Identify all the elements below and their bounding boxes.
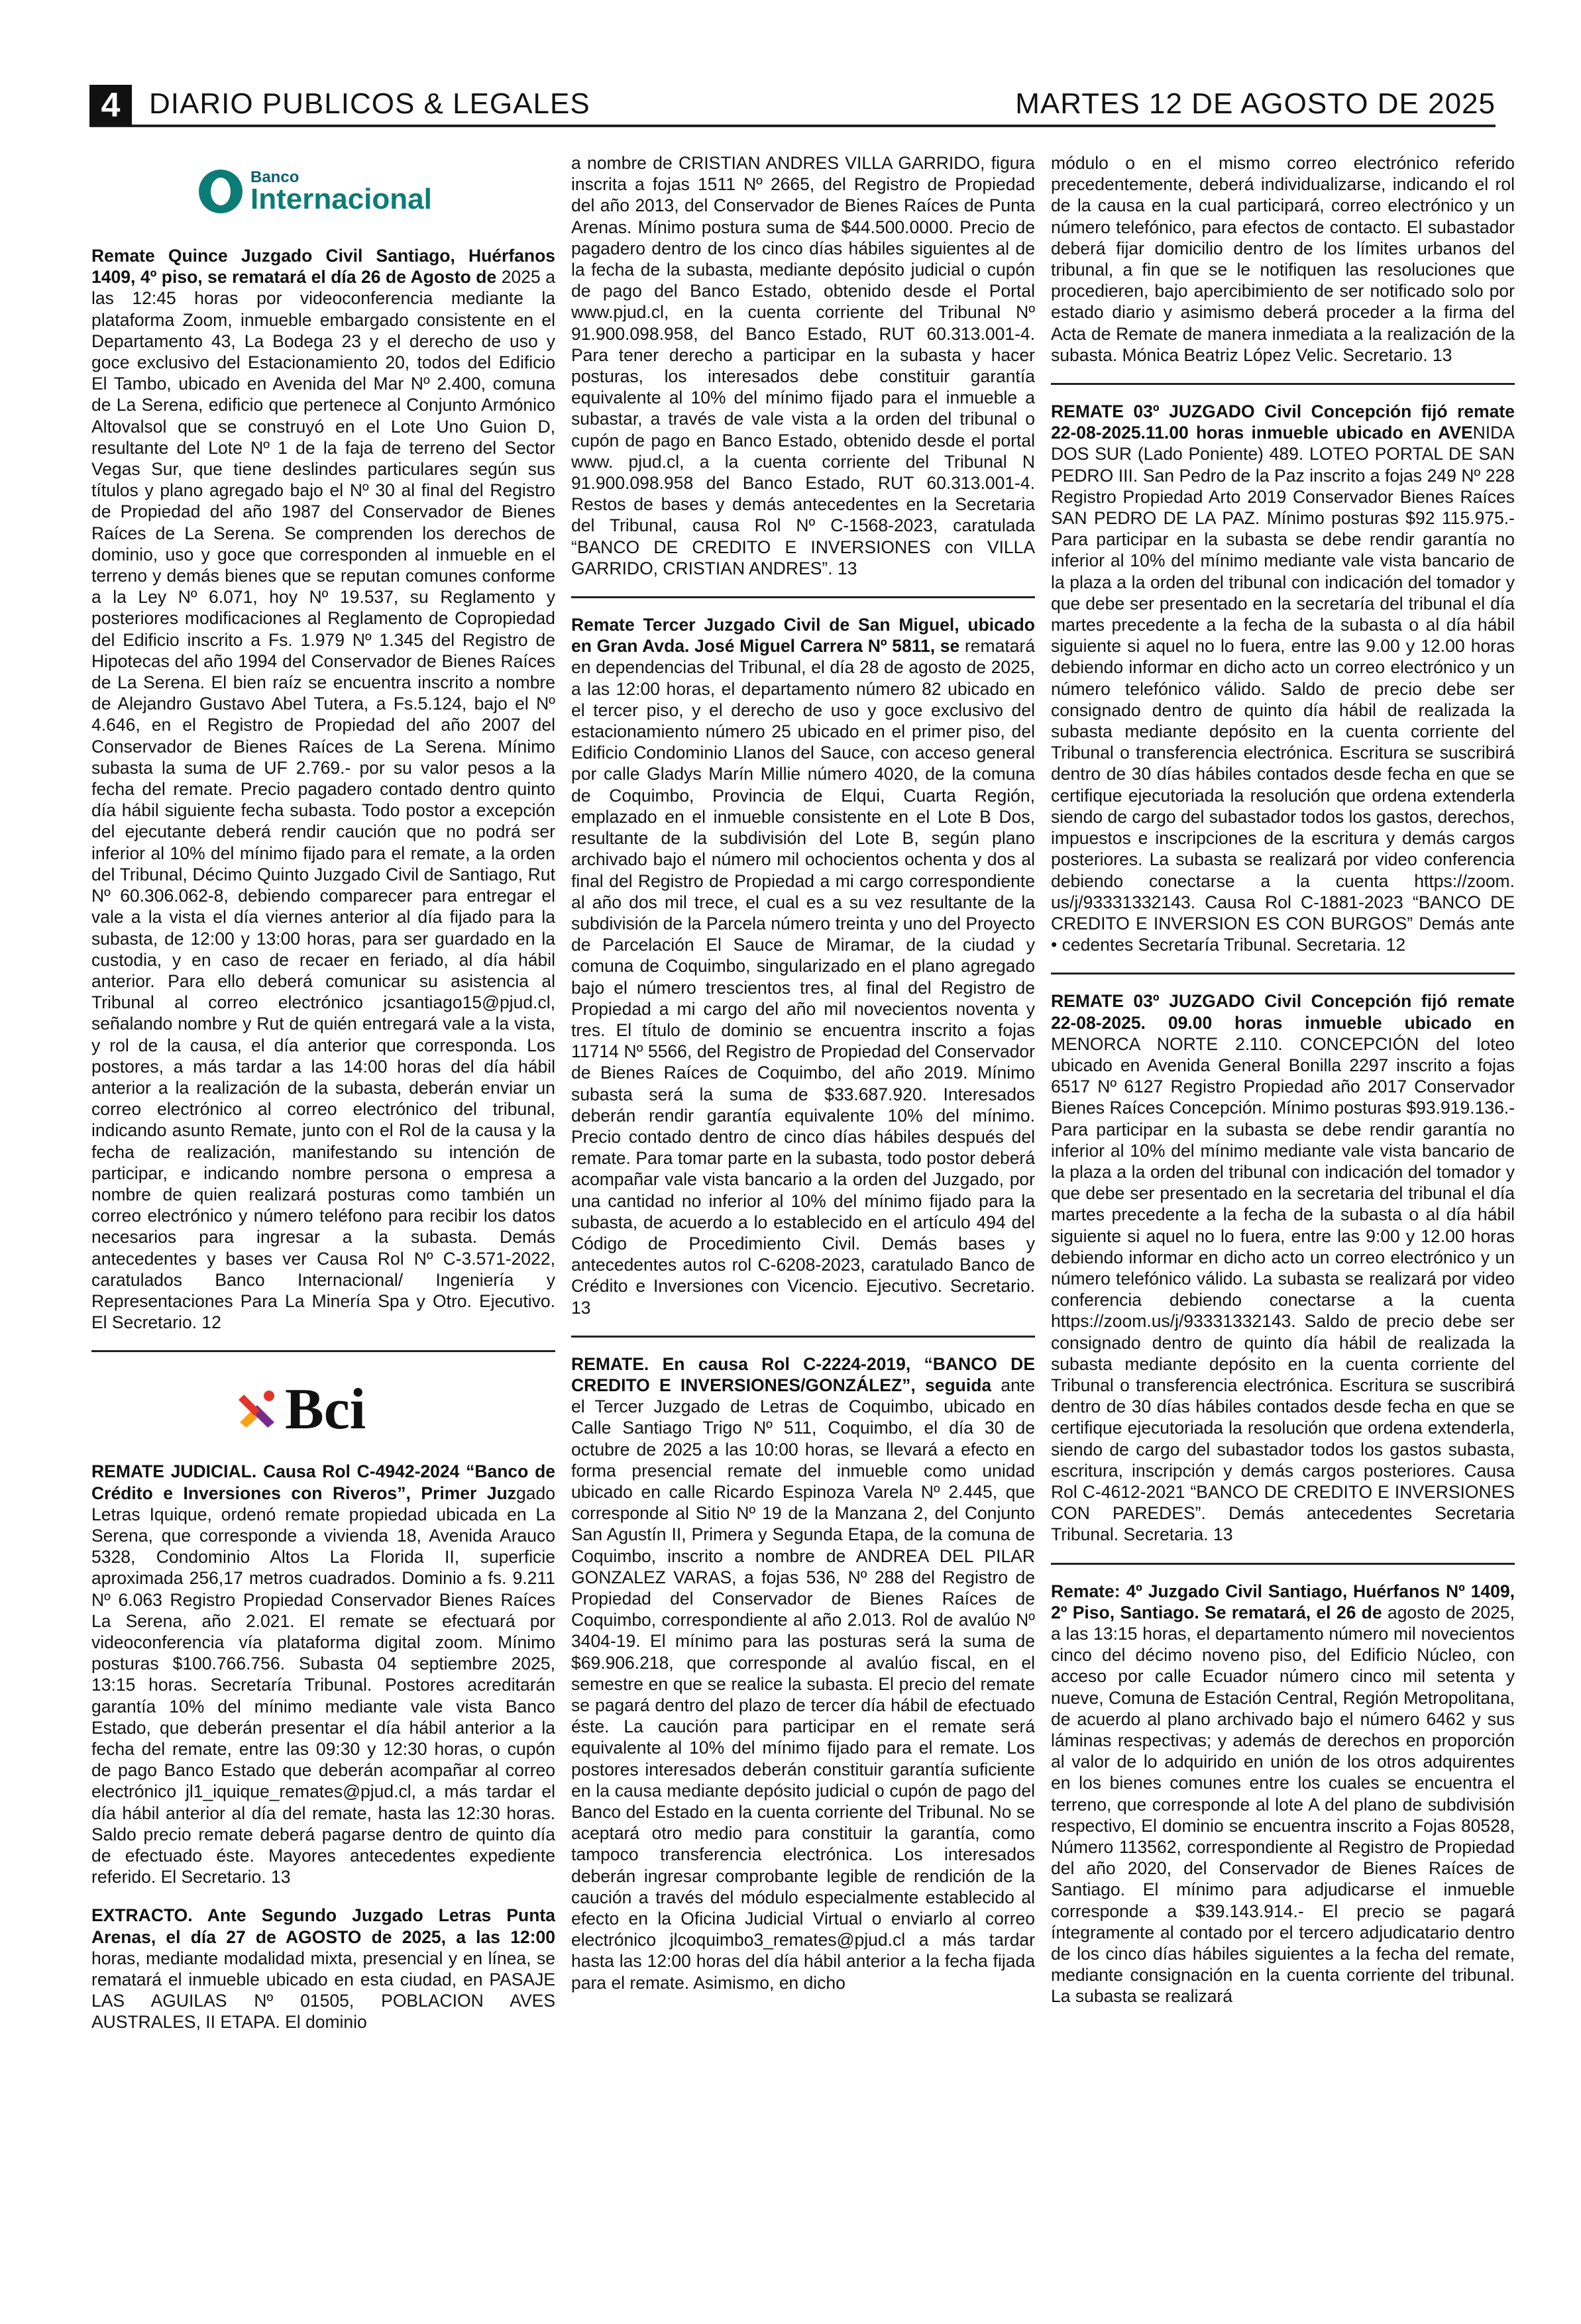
notice-body: rematará en dependencias del Tribunal, el día 28 de agosto de 2025, a las 12:00 horas, el departamento número 82 ubicado en el tercer piso, y el derecho de uso y goce exclusivo del estacionamiento número 25 ubicado en el primer piso, del Edificio Condominio Llanos del Sauce, con acceso general por calle Gladys Marín Millie número 4020, de la comuna de Coquimbo, Provincia de Elqui, Cuarta Región, emplazado en el inmueble consistente en el Lote B Dos, resultante de la subdivisión del Lote B, según plano archivado bajo el número mil ochocientos ochenta y dos al final del Registro de Propiedad a mi cargo correspondiente al año dos mil trece, el cual es a su vez resultante de la subdivisión de la Parcela número treinta y uno del Proyecto de Parcelación El Sauce de Miramar, de la ciudad y comuna de Coquimbo, singularizado en el plano agregado bajo el número trescientos tres, al final del Registro de Propiedad a mi cargo del año mil novecientos noventa y tres. El título de dominio se encuentra inscrito a fojas 11714 Nº 5566, del Registro de Propiedad del Conservador de Bienes Raíces de Coquimbo, del año 2019. Mínimo subasta será la suma de $33.687.920. Interesados deberán rendir garantía equivalente 10% del mínimo. Precio contado dentro de cinco días hábiles después del remate. Para tomar parte en la subasta, todo postor deberá acompañar vale vista bancario a la orden del Juzgado, por una cantidad no inferior al 10% del mínimo fijado para la subasta, de acuerdo a lo establecido en el artículo 494 del Código de Procedimiento Civil. Demás bases y antecedentes autos rol C-6208-2023, caratulado Banco de Crédito e Inversiones con Vicencio. Ejecutivo. Secretario. 13 [571,636,1035,1318]
notice-remate-concepcion-2 [1051,990,1515,1545]
notice-lead: REMATE 03º JUZGADO Civil Concepción fijó remate 22-08-2025.11.00 horas inmueble ubicado en AVE [1051,401,1515,443]
column-2 [571,152,1035,2292]
notice-lead: Remate Quince Juzgado Civil Santiago, Huérfanos 1409, 4º piso, se rematará el día 26 de Agosto de [91,246,555,288]
divider [1051,1563,1515,1565]
divider [571,1336,1035,1338]
notice-coquimbo-continued [1051,152,1515,366]
notice-lead: REMATE JUDICIAL. Causa Rol C-4942-2024 “Banco de Crédito e Inversiones con Riveros”, Primer Juz [91,1461,555,1503]
notice-remate-judicial-iquique [91,1461,555,1887]
notice-lead: EXTRACTO. Ante Segundo Juzgado Letras Punta Arenas, el día 27 de AGOSTO de 2025, a las 12:00 [91,1905,555,1947]
divider [1051,973,1515,975]
notice-remate-15-juzgado [91,245,555,1333]
notice-body: a nombre de CRISTIAN ANDRES VILLA GARRIDO, figura inscrita a fojas 1511 Nº 2665, del Registro de Propiedad del año 2013, del Conservador de Bienes Raíces de Punta Arenas. Mínimo postura suma de $44.500.0000. Precio de pagadero dentro de los cinco días hábiles siguientes al de la fecha de la subasta, mediante depósito judicial o cupón de pago del Banco Estado, obtenido desde el Portal www.pjud.cl, en la cuenta corriente del Tribunal Nº 91.900.098.958, del Banco Estado, RUT 60.313.001-4. Para tener derecho a participar en la subasta y hacer posturas, los interesados debe constituir garantía equivalente al 10% del mínimo fijado para el inmueble a subastar, a través de vale vista a la orden del tribunal o cupón de pago en Banco Estado, obtenido desde el portal www. pjud.cl, a la cuenta corriente del Tribunal N 91.900.098.958 del Banco Estado, RUT 60.313.001-4. Restos de bases y demás antecedentes en la Secretaria del Tribunal, causa Rol Nº C-1568-2023, caratulada “BANCO DE CREDITO E INVERSIONES con VILLA GARRIDO, CRISTIAN ANDRES”. 13 [571,153,1035,578]
notice-body: ante el Tercer Juzgado de Letras de Coquimbo, ubicado en Calle Santiago Trigo Nº 511, Coquimbo, el día 30 de octubre de 2025 a las 10:00 horas, se llevará a efecto en forma presencial remate del inmueble como unidad ubicado en calle Ricardo Espinoza Varela Nº 2.445, que corresponde al Sitio Nº 19 de la Manzana 2, del Conjunto San Agustín II, Primera y Segunda Etapa, de la comuna de Coquimbo, inscrito a nombre de ANDREA DEL PILAR GONZALEZ VARAS, a fojas 536, Nº 288 del Registro de Propiedad del Conservador de Bienes Raíces de Coquimbo, correspondiente al año 2.013. Rol de avalúo Nº 3404-19. El mínimo para las posturas será la suma de $69.906.218, que corresponde al avalúo fiscal, en el semestre en que se realice la subasta. El precio del remate se pagará dentro del plazo de tercer día hábil de efectuado éste. La caución para participar en el remate será equivalente al 10% del mínimo fijado para el remate. Los postores interesados deberán constituir garantía suficiente en la causa mediante depósito judicial o cupón de pago del Banco del Estado en la cuenta corriente del Tribunal. No se aceptará otro medio para constituir la garantía, como tampoco transferencia electrónica. Los interesados deberán ingresar comprobante legible de rendición de la caución a través del módulo especialmente establecido al efecto en la Oficina Judicial Virtual o enviarlo al correo electrónico jlcoquimbo3_remates@pjud.cl a más tardar hasta las 12:00 horas del día hábil anterior a la fecha fijada para el remate. Asimismo, en dicho [571,1375,1035,1993]
notice-remate-san-miguel [571,614,1035,1318]
divider [571,596,1035,598]
notice-body: 2025 a las 12:45 horas por videoconferencia mediante la plataforma Zoom, inmueble embargado consistente en el Departamento 43, La Bodega 23 y el derecho de uso y goce exclusivo del Estacionamiento 20, todos del Edificio El Tambo, ubicado en Avenida del Mar Nº 2.400, comuna de La Serena, edificio que pertenece al Conjunto Armónico Altovalsol que se construyó en el Lote Uno Guion D, resultante del Lote Nº 1 de la faja de terreno del Sector Vegas Sur, que tiene deslindes particulares según sus títulos y plano agregado bajo el Nº 30 al final del Registro de Propiedad del año 1987 del Conservador de Bienes Raíces de La Serena. Se comprenden los derechos de dominio, uso y goce que corresponden al inmueble en el terreno y demás bienes que se reputan comunes conforme a la Ley Nº 6.071, hoy Nº 19.537, su Reglamento y posteriores modificaciones al Reglamento de Copropiedad del Edificio inscrito a Fs. 1.979 Nº 1.345 del Registro de Hipotecas del año 1994 del Conservador de Bienes Raíces de La Serena. El bien raíz se encuentra inscrito a nombre de Alejandro Gustavo Abel Tutera, a Fs.5.124, bajo el Nº 4.646, en el Registro de Propiedad del año 2007 del Conservador de Bienes Raíces de La Serena. Mínimo subasta la suma de UF 2.769.- por su valor pesos a la fecha del remate. Precio pagadero contado dentro quinto día hábil siguiente fecha subasta. Todo postor a excepción del ejecutante deberá rendir caución que no podrá ser inferior al 10% del mínimo fijado para el remate, a la orden del Tribunal, Décimo Quinto Juzgado Civil de Santiago, Rut Nº 60.306.062-8, debiendo comparecer para entregar el vale a la vista el día viernes anterior al día fijado para la subasta, de 12:00 y 13:00 horas, para ser guardado en la custodia, y en caso de recaer en feriado, al día hábil anterior. Para ello deberá comunicar su asistencia al Tribunal al correo electrónico jcsantiago15@pjud.cl, señalando nombre y Rut de quién entregará vale a la vista, y rol de la causa, el día anterior que corresponda. Los postores, a más tardar a las 14:00 horas del día hábil anterior a la realización de la subasta, deberán enviar un correo electrónico al correo electrónico del tribunal, indicando asunto Remate, junto con el Rol de la causa y la fecha de realización, manifestando su intención de participar, e indicando nombre persona o empresa a nombre de quien realizará posturas como también un correo electrónico y número teléfono para recibir los datos necesarios para ingresar a la subasta. Demás antecedentes y bases ver Causa Rol Nº C-3.571-2022, caratulados Banco Internacional/ Ingeniería y Representaciones Para La Minería Spa y Otro. Ejecutivo. El Secretario. 12 [91,267,555,1333]
logo-text-big: Internacional [250,183,432,215]
notice-remate-4-juzgado [1051,1581,1515,2007]
logo-text-small: Banco [250,168,300,186]
notice-punta-arenas-continued [571,152,1035,579]
notice-lead: Remate Tercer Juzgado Civil de San Miguel, ubicado en Gran Avda. José Miguel Carrera Nº 5811, se [571,615,1035,657]
notice-body: módulo o en el mismo correo electrónico referido precedentemente, deberá individualizarse, indicando el rol de la causa en la cual participará, correo electrónico y un número telefónico, para efectos de contacto. El subastador deberá fijar domicilio dentro de los límites urbanos del tribunal, a fin que se le notifiquen las resoluciones que procedieren, bajo apercibimiento de ser notificado solo por estado diario y asimismo deberá proceder a la firma del Acta de Remate de manera inmediata a la realización de la subasta. Mónica Beatriz López Velic. Secretario. 13 [1051,153,1515,365]
page-number: 4 [89,85,132,126]
page-header [89,85,1496,127]
banco-internacional-logo-icon [199,170,243,213]
notice-remate-concepcion-1 [1051,401,1515,955]
divider [1051,383,1515,385]
bci-logo-text: Bci [285,1377,366,1442]
newspaper-name: DIARIO PUBLICOS & LEGALES [149,87,590,120]
notice-body: horas, mediante modalidad mixta, presencial y en línea, se rematará el inmueble ubicado en esta ciudad, en PASAJE LAS AGUILAS Nº 01505, POBLACION AVES AUSTRALES, II ETAPA. El dominio [91,1948,555,2033]
notice-remate-coquimbo [571,1353,1035,1993]
notice-body: gado Letras Iquique, ordenó remate propiedad ubicada en La Serena, que corresponde a vivienda 18, Avenida Arauco 5328, Condominio Altos La Florida II, superficie aproximada 256,17 metros cuadrados. Dominio a fs. 9.211 Nº 6.063 Registro Propiedad Conservador Bienes Raíces La Serena, año 2.021. El remate se efectuará por videoconferencia vía plataforma digital zoom. Mínimo posturas $100.766.756. Subasta 04 septiembre 2025, 13:15 horas. Secretaría Tribunal. Postores acreditarán garantía 10% del mínimo mediante vale vista Banco Estado, que deberán presentar el día hábil anterior a la fecha del remate, entre las 09:30 y 12:30 horas, o cupón de pago Banco Estado que deberán acompañar al correo electrónico jl1_iquique_remates@pjud.cl, a más tardar el día hábil anterior al día del remate, hasta las 12:30 horas. Saldo precio remate deberá pagarse dentro de quinto día de efectuado éste. Mayores antecedentes expediente referido. El Secretario. 13 [91,1483,555,1887]
notice-body: NIDA DOS SUR (Lado Poniente) 489. LOTEO PORTAL DE SAN PEDRO III. San Pedro de la Paz inscrito a fojas 249 Nº 228 Registro Propiedad Arto 2019 Conservador Bienes Raíces SAN PEDRO DE LA PAZ. Mínimo posturas $92 115.975.- Para participar en la subasta se debe rendir garantía no inferior al 10% del mínimo mediante vale vista bancario de la plaza a la orden del tribunal con indicación del tomador y que debe ser presentado en la secretaría del tribunal el día martes precedente a la fecha de la subasta o al día hábil siguiente si aquel no lo fuera, entre las 9.00 y 12.00 horas debiendo informar en dicho acto un correo electrónico y un número telefónico válido. Saldo de precio debe ser consignado dentro de quinto día hábil de realizada la subasta mediante depósito en la cuenta corriente del Tribunal o transferencia electrónica. Escritura se suscribirá dentro de 30 días hábiles contados desde fecha en que se certifique ejecutoriada la resolución que ordena extenderla siendo de cargo del subastador todos los gastos, derechos, impuestos e inscripciones de la escritura y demás cargos posteriores. La subasta se realizará por video conferencia debiendo conectarse a la cuenta https://zoom. us/j/93331332143. Causa Rol C-1881-2023 “BANCO DE CREDITO E INVERSION ES CON BURGOS” Demás ante • cedentes Secretaría Tribunal. Secretaria. 12 [1051,423,1515,955]
divider [91,1350,555,1352]
bci-logo-icon [237,1388,277,1428]
bci-logo [91,1368,555,1448]
notice-lead: REMATE. En causa Rol C-2224-2019, “BANCO DE CREDITO E INVERSIONES/GONZÁLEZ”, seguida [571,1353,1035,1395]
notice-lead: Remate: 4º Juzgado Civil Santiago, Huérfanos Nº 1409, 2º Piso, Santiago. Se rematará, el 26 de [1051,1581,1515,1622]
notice-lead: REMATE 03º JUZGADO Civil Concepción fijó remate 22-08-2025. 09.00 horas inmueble ubicado en [1051,991,1515,1033]
issue-date: MARTES 12 DE AGOSTO DE 2025 [1015,87,1496,120]
column-1 [91,152,555,2292]
notice-extracto-punta-arenas [91,1905,555,2033]
notice-body: MENORCA NORTE 2.110. CONCEPCIÓN del loteo ubicado en Avenida General Bonilla 2297 inscrito a fojas 6517 Nº 6127 Registro Propiedad año 2017 Conservador Bienes Raíces Concepción. Mínimo posturas $93.919.136.- Para participar en la subasta se debe rendir garantía no inferior al 10% del mínimo mediante vale vista bancario de la plaza a la orden del tribunal con indicación del tomador y que debe ser presentado en la secretaria del tribunal el día martes precedente a la fecha de la subasta o al día hábil siguiente si aquel no lo fuera, entre las 9:00 y 12.00 horas debiendo informar en dicho acto un correo electrónico y un número telefónico válido. La subasta se realizará por video conferencia debiendo conectarse a la cuenta https://zoom.us/j/93331332143. Saldo de precio debe ser consignado dentro de quinto día hábil de realizada la subasta mediante depósito en la cuenta corriente del Tribunal o transferencia electrónica. Escritura se suscribirá dentro de 30 días hábiles contados desde fecha en que se certifique ejecutoriada la resolución que ordena extenderla, siendo de cargo del subastador todos los gastos subasta, escritura, inscripción y demás cargos posteriores. Causa Rol C-4612-2021 “BANCO DE CREDITO E INVERSIONES CON PAREDES”. Demás antecedentes Secretaria Tribunal. Secretaria. 13 [1051,1033,1515,1545]
column-3 [1051,152,1515,2292]
banco-internacional-logo [91,152,555,232]
notice-body: agosto de 2025, a las 13:15 horas, el departamento número mil novecientos cinco del décimo noveno piso, del Edificio Núcleo, con acceso por calle Ecuador número cinco mil setenta y nueve, Comuna de Estación Central, Región Metropolitana, de acuerdo al plano archivado bajo el número 6462 y sus láminas respectivas; y además de derechos en proporción al valor de lo adquirido en unión de los otros adquirentes en los bienes comunes entre los cuales se encuentra el terreno, que corresponde al lote A del plano de subdivisión respectivo, El dominio se encuentra inscrito a Fojas 80528, Número 113562, correspondiente al Registro de Propiedad del año 2020, del Conservador de Bienes Raíces de Santiago. El mínimo para adjudicarse el inmueble corresponde a $39.143.914.- El precio se pagará íntegramente al contado por el tercero adjudicatario dentro de los cinco días hábiles siguientes a la fecha del remate, mediante consignación en la cuenta corriente del tribunal. La subasta se realizará [1051,1602,1515,2007]
